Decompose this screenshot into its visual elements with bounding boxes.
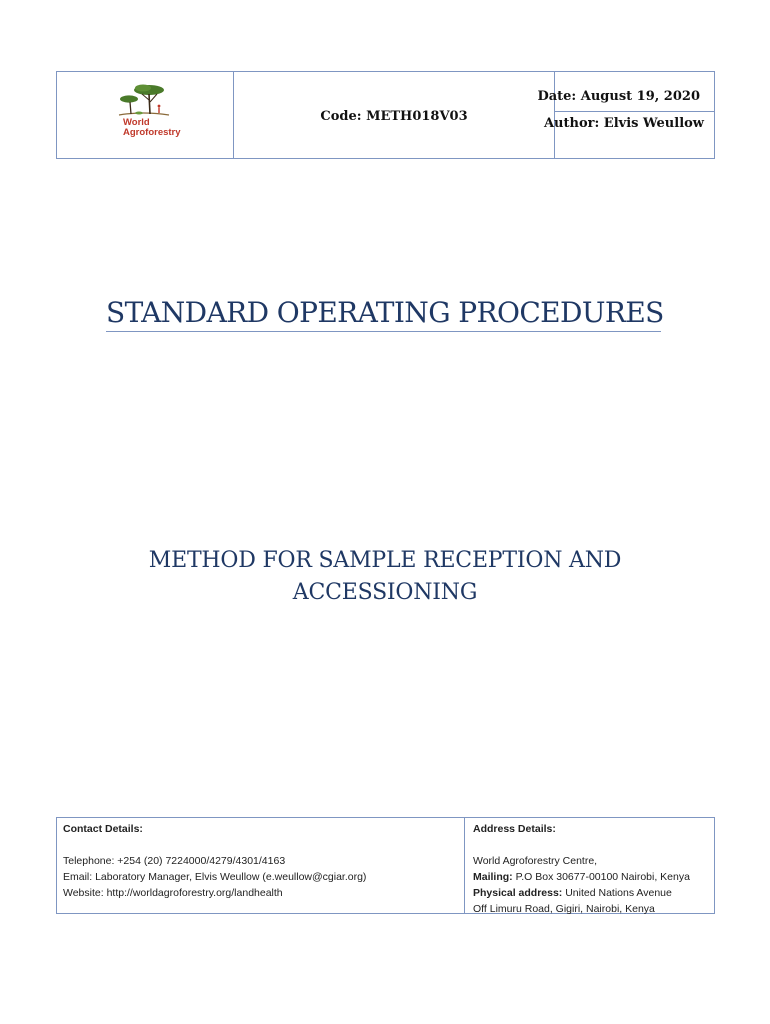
logo-cell (57, 72, 234, 158)
acacia-tree-icon (113, 82, 175, 118)
contact-details (57, 818, 465, 913)
world-agroforestry-logo (113, 82, 181, 142)
date-row (537, 72, 714, 112)
logo-text-agroforestry: Agroforestry (123, 127, 181, 138)
address-mailing (473, 869, 714, 885)
physical-label: Physical address: (473, 887, 563, 899)
address-centre: World Agroforestry Centre, (473, 855, 598, 867)
contact-telephone: Telephone: +254 (20) 7224000/4279/4301/4163 (63, 855, 286, 867)
logo-text-world: World (123, 117, 150, 128)
address-physical (473, 885, 714, 901)
author-row (543, 112, 714, 134)
contact-email: Email: Laboratory Manager, Elvis Weullow (e.weullow@cgiar.org) (63, 871, 367, 883)
physical-value: United Nations Avenue (562, 887, 672, 899)
header-table (56, 71, 715, 159)
document-code: Code: METH018V03 (320, 108, 468, 124)
main-title: STANDARD OPERATING PROCEDURES (106, 296, 661, 332)
meta-cell (537, 72, 714, 158)
contact-heading: Contact Details: (63, 823, 143, 835)
sub-title-line-2: ACCESSIONING (292, 580, 478, 605)
code-cell (234, 72, 555, 158)
mailing-label: Mailing: (473, 871, 513, 883)
sub-title (85, 545, 685, 609)
contact-website: Website: http://worldagroforestry.org/landhealth (63, 887, 283, 899)
document-author: Author: Elvis Weullow (543, 115, 704, 131)
address-heading: Address Details: (473, 823, 556, 835)
address-details (465, 818, 714, 913)
sub-title-line-1: METHOD FOR SAMPLE RECEPTION AND (148, 548, 622, 573)
address-road: Off Limuru Road, Gigiri, Nairobi, Kenya (473, 903, 655, 915)
document-date: Date: August 19, 2020 (537, 89, 700, 104)
footer-table (56, 817, 715, 914)
mailing-value: P.O Box 30677-00100 Nairobi, Kenya (512, 871, 690, 883)
